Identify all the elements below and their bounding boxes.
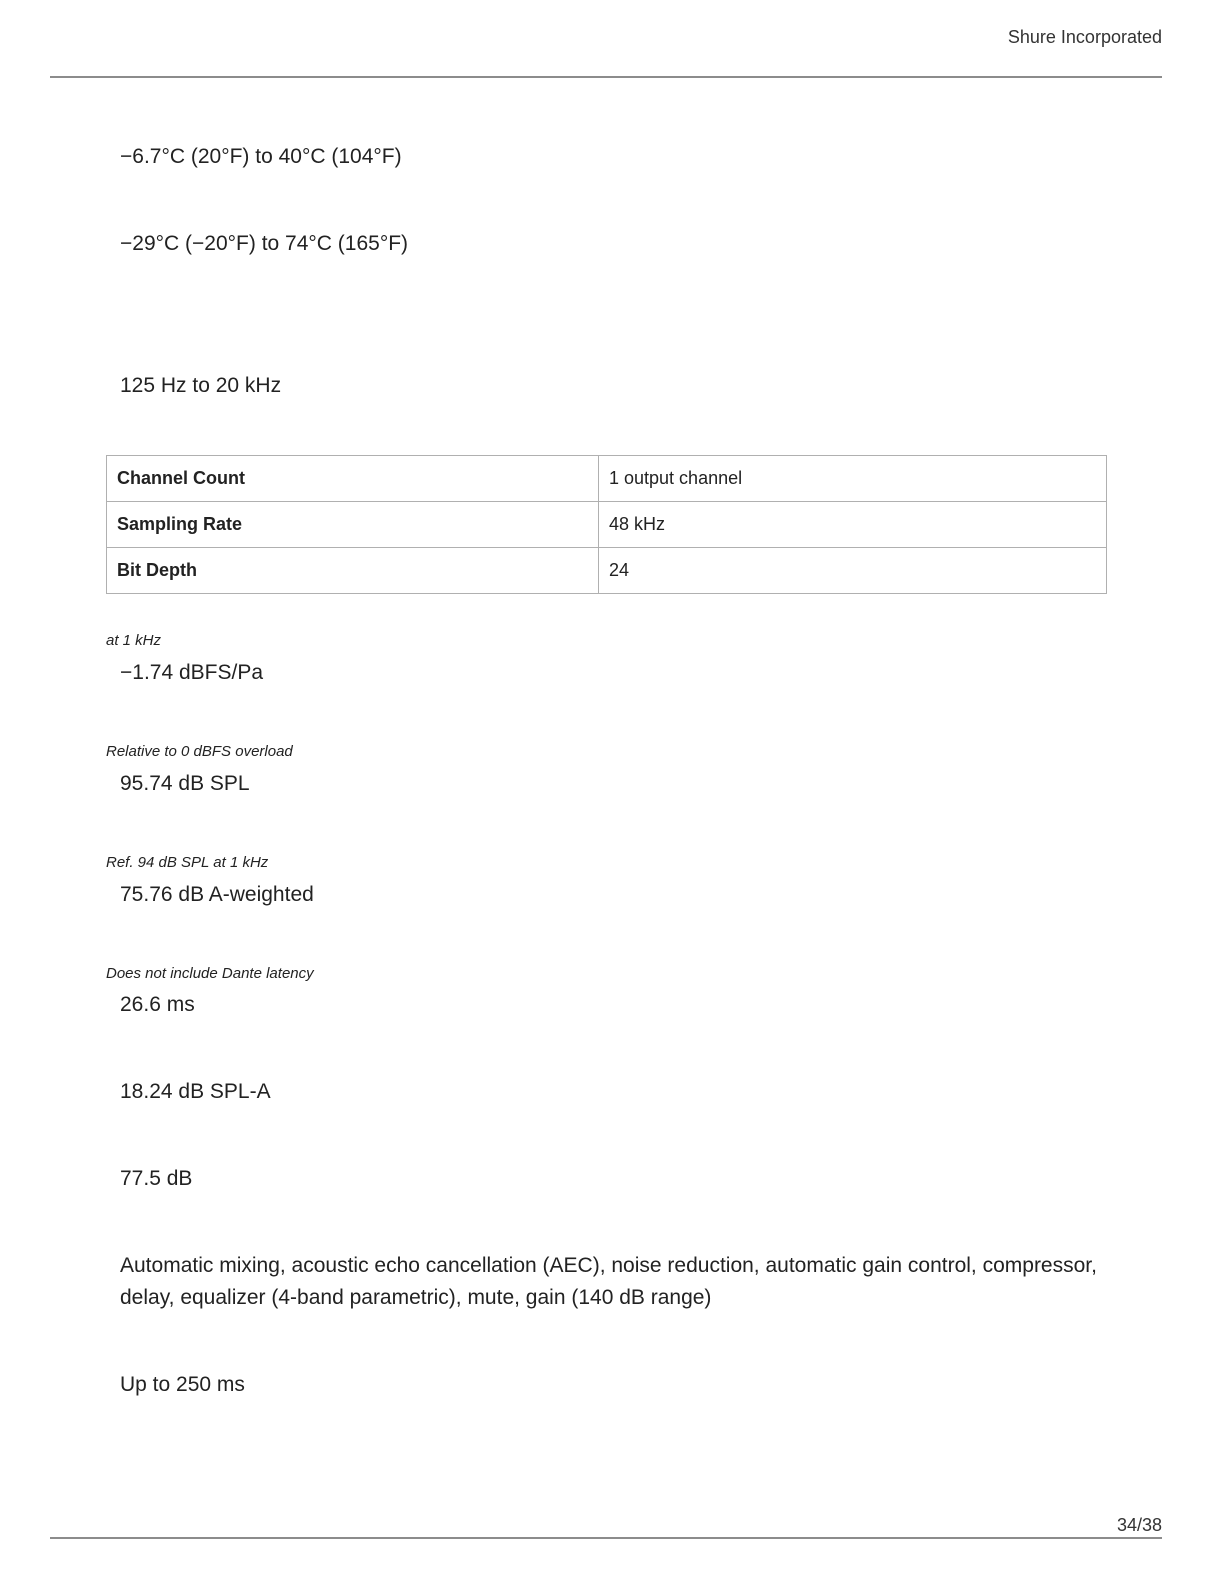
footer-divider: [50, 1537, 1162, 1539]
table-value-cell: 24: [599, 548, 1107, 594]
latency-note: Does not include Dante latency: [106, 965, 314, 982]
table-row: [107, 456, 1107, 502]
latency-value: 26.6 ms: [120, 993, 195, 1016]
snr-value: 75.76 dB A-weighted: [120, 883, 314, 906]
self-noise-value: 18.24 dB SPL-A: [120, 1080, 271, 1103]
storage-temperature-value: −29°C (−20°F) to 74°C (165°F): [120, 232, 409, 255]
table-value-cell: 1 output channel: [599, 456, 1107, 502]
dsp-features-value: Automatic mixing, acoustic echo cancellation (AEC), noise reduction, automatic gain control, compressor, delay, equalizer (4-band parametric), mute, gain (140 dB range): [120, 1254, 1097, 1309]
max-spl-value: 95.74 dB SPL: [120, 772, 250, 795]
table-row: [107, 548, 1107, 594]
table-label-cell: Sampling Rate: [107, 502, 599, 548]
operating-temperature-value: −6.7°C (20°F) to 40°C (104°F): [120, 145, 402, 168]
header-company: Shure Incorporated: [1007, 27, 1162, 47]
header-divider: [50, 76, 1162, 78]
table-label-cell: Bit Depth: [107, 548, 599, 594]
table-value-cell: 48 kHz: [599, 502, 1107, 548]
snr-note: Ref. 94 dB SPL at 1 kHz: [106, 854, 269, 871]
delay-value: Up to 250 ms: [120, 1373, 245, 1396]
page-number: 34/38: [1116, 1515, 1162, 1535]
audio-format-table: [106, 455, 1107, 594]
table-row: [107, 502, 1107, 548]
sensitivity-value: −1.74 dBFS/Pa: [120, 661, 264, 684]
max-spl-note: Relative to 0 dBFS overload: [106, 743, 293, 760]
dynamic-range-value: 77.5 dB: [120, 1167, 193, 1190]
table-label-cell: Channel Count: [107, 456, 599, 502]
sensitivity-note: at 1 kHz: [106, 632, 162, 649]
frequency-response-value: 125 Hz to 20 kHz: [120, 374, 282, 397]
